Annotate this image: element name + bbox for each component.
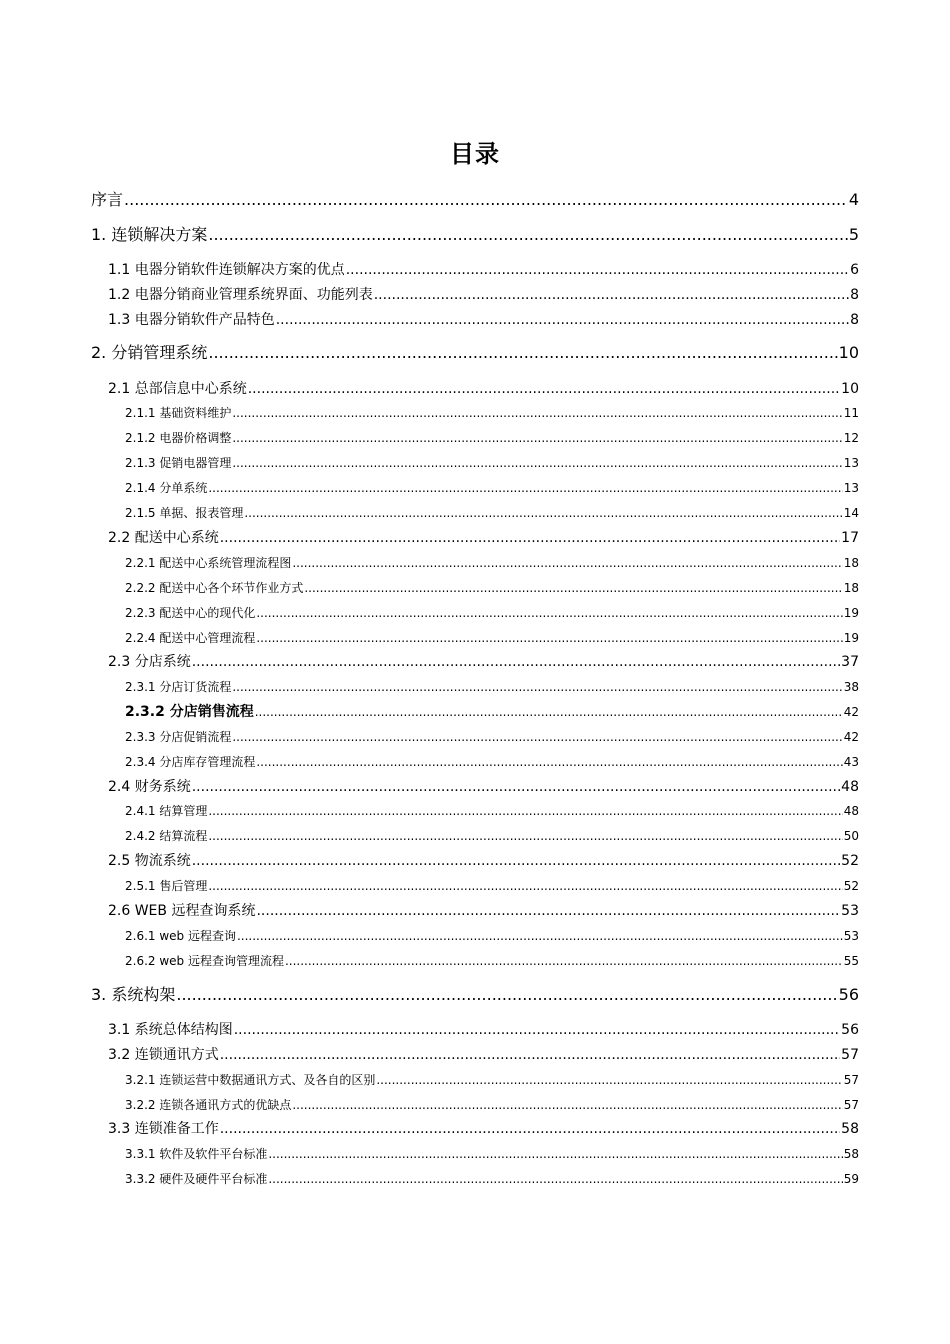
dot-leader	[232, 729, 842, 745]
toc-entry-page: 6	[850, 262, 859, 278]
dot-leader	[304, 580, 842, 596]
toc-entry-label: 2.3.3 分店促销流程	[125, 730, 232, 744]
toc-entry-page: 17	[841, 530, 859, 546]
toc-entry-page: 57	[843, 1098, 859, 1112]
dot-leader	[208, 480, 842, 496]
toc-entry-page: 53	[843, 929, 859, 943]
dot-leader	[232, 679, 842, 695]
toc-entry-page: 5	[848, 225, 859, 244]
toc-entry-1-1[interactable]	[108, 261, 859, 279]
dot-leader	[237, 928, 843, 944]
toc-entry-page: 57	[843, 1073, 859, 1087]
toc-entry-label: 2.4.2 结算流程	[125, 829, 208, 843]
toc-entry-label: 1. 连锁解决方案	[91, 225, 208, 244]
toc-entry-label: 2.6 WEB 远程查询系统	[108, 903, 256, 919]
toc-entry-2-6-1[interactable]	[125, 928, 859, 944]
toc-entry-label: 3.3.1 软件及软件平台标准	[125, 1147, 268, 1161]
toc-entry-page: 37	[841, 654, 859, 670]
toc-entry-page: 19	[843, 631, 859, 645]
dot-leader	[124, 190, 848, 210]
toc-entry-label: 2.4 财务系统	[108, 779, 191, 795]
toc-entry-page: 4	[848, 190, 859, 209]
toc-entry-label: 2.6.1 web 远程查询	[125, 929, 236, 943]
dot-leader	[208, 878, 842, 894]
toc-entry-2-1-3[interactable]	[125, 455, 859, 471]
dot-leader	[232, 405, 842, 421]
toc-entry-label: 2.2.2 配送中心各个环节作业方式	[125, 581, 304, 595]
toc-entry-2-2-1[interactable]	[125, 555, 859, 571]
dot-leader	[292, 1097, 842, 1113]
toc-entry-chapter-1[interactable]	[91, 225, 859, 245]
dot-leader	[232, 430, 842, 446]
toc-entry-label: 2.1 总部信息中心系统	[108, 381, 247, 397]
toc-entry-label: 1.1 电器分销软件连锁解决方案的优点	[108, 262, 345, 278]
dot-leader	[192, 778, 840, 796]
toc-entry-page: 58	[841, 1121, 859, 1137]
toc-entry-page: 56	[841, 1022, 859, 1038]
toc-entry-2-5-1[interactable]	[125, 878, 859, 894]
dot-leader	[255, 703, 843, 721]
dot-leader	[192, 653, 840, 671]
toc-entry-page: 11	[843, 406, 859, 420]
toc-entry-page: 55	[843, 954, 859, 968]
toc-entry-label: 2.1.2 电器价格调整	[125, 431, 232, 445]
toc-entry-page: 59	[843, 1172, 859, 1186]
toc-entry-label: 3.2 连锁通讯方式	[108, 1047, 219, 1063]
toc-entry-page: 10	[841, 381, 859, 397]
toc-entry-2-1[interactable]	[108, 380, 859, 398]
toc-entry-label: 1.2 电器分销商业管理系统界面、功能列表	[108, 287, 373, 303]
toc-entry-2-3-2[interactable]	[125, 703, 859, 721]
toc-entry-page: 56	[838, 985, 859, 1004]
toc-title: 目录	[450, 140, 500, 168]
toc-entry-label: 2.1.4 分单系统	[125, 481, 208, 495]
toc-entry-2-1-2[interactable]	[125, 430, 859, 446]
dot-leader	[268, 1146, 842, 1162]
dot-leader	[376, 1072, 842, 1088]
toc-entry-2-4[interactable]	[108, 778, 859, 796]
dot-leader	[234, 1021, 840, 1039]
toc-entry-label: 3.3.2 硬件及硬件平台标准	[125, 1172, 268, 1186]
dot-leader	[192, 852, 840, 870]
toc-entry-3-1[interactable]	[108, 1021, 859, 1039]
toc-entry-page: 13	[843, 456, 859, 470]
toc-entry-2-2-2[interactable]	[125, 580, 859, 596]
toc-entry-page: 42	[843, 705, 859, 719]
dot-leader	[256, 605, 842, 621]
toc-entry-label: 2.3 分店系统	[108, 654, 191, 670]
toc-entry-label: 3. 系统构架	[91, 985, 176, 1004]
toc-entry-2-3-4[interactable]	[125, 754, 859, 770]
toc-entry-page: 10	[838, 343, 859, 362]
toc-entry-page: 8	[850, 312, 859, 328]
toc-entry-page: 14	[843, 506, 859, 520]
toc-entry-3-3[interactable]	[108, 1120, 859, 1138]
dot-leader	[256, 754, 842, 770]
toc-entry-2-6[interactable]	[108, 902, 859, 920]
toc-entry-page: 53	[841, 903, 859, 919]
toc-entry-3-2-1[interactable]	[125, 1072, 859, 1088]
dot-leader	[292, 555, 842, 571]
toc-entry-3-2[interactable]	[108, 1046, 859, 1064]
toc-entry-label: 2.2.3 配送中心的现代化	[125, 606, 256, 620]
toc-entry-label: 2.2.1 配送中心系统管理流程图	[125, 556, 292, 570]
toc-entry-2-2-4[interactable]	[125, 630, 859, 646]
toc-entry-label: 2.2.4 配送中心管理流程	[125, 631, 256, 645]
dot-leader	[248, 380, 840, 398]
dot-leader	[244, 505, 842, 521]
toc-entry-3-3-2[interactable]	[125, 1171, 859, 1187]
toc-entry-page: 19	[843, 606, 859, 620]
toc-entry-1-3[interactable]	[108, 311, 859, 329]
toc-entry-2-2[interactable]	[108, 529, 859, 547]
toc-entry-page: 43	[843, 755, 859, 769]
dot-leader	[208, 343, 837, 363]
toc-entry-page: 58	[843, 1147, 859, 1161]
toc-entry-label: 2.2 配送中心系统	[108, 530, 219, 546]
toc-entry-2-4-1[interactable]	[125, 803, 859, 819]
toc-entry-label: 序言	[91, 190, 124, 209]
dot-leader	[268, 1171, 842, 1187]
dot-leader	[176, 985, 837, 1005]
toc-entry-label: 3.2.2 连锁各通讯方式的优缺点	[125, 1098, 292, 1112]
toc-entry-2-2-3[interactable]	[125, 605, 859, 621]
toc-entry-page: 57	[841, 1047, 859, 1063]
toc-entry-chapter-3[interactable]	[91, 985, 859, 1005]
toc-entry-label: 1.3 电器分销软件产品特色	[108, 312, 275, 328]
toc-entry-page: 48	[841, 779, 859, 795]
toc-entry-3-3-1[interactable]	[125, 1146, 859, 1162]
dot-leader	[276, 311, 849, 329]
dot-leader	[285, 953, 843, 969]
toc-entry-page: 52	[843, 879, 859, 893]
dot-leader	[256, 630, 842, 646]
dot-leader	[256, 902, 840, 920]
toc-entry-2-6-2[interactable]	[125, 953, 859, 969]
dot-leader	[220, 1046, 840, 1064]
toc-entry-label: 2.1.3 促销电器管理	[125, 456, 232, 470]
toc-entry-3-2-2[interactable]	[125, 1097, 859, 1113]
toc-entry-page: 8	[850, 287, 859, 303]
toc-entry-page: 18	[843, 556, 859, 570]
toc-entry-2-3-3[interactable]	[125, 729, 859, 745]
toc-entry-page: 50	[843, 829, 859, 843]
toc-entry-label: 3.1 系统总体结构图	[108, 1022, 233, 1038]
dot-leader	[374, 286, 849, 304]
dot-leader	[220, 529, 840, 547]
toc-entry-2-1-5[interactable]	[125, 505, 859, 521]
toc-entry-page: 52	[841, 853, 859, 869]
toc-entry-label: 3.3 连锁准备工作	[108, 1121, 219, 1137]
dot-leader	[208, 828, 842, 844]
toc-entry-2-3-1[interactable]	[125, 679, 859, 695]
toc-entry-2-4-2[interactable]	[125, 828, 859, 844]
toc-entry-label: 2.3.4 分店库存管理流程	[125, 755, 256, 769]
toc-entry-label: 3.2.1 连锁运营中数据通讯方式、及各自的区别	[125, 1073, 376, 1087]
toc-entry-label: 2.5.1 售后管理	[125, 879, 208, 893]
toc-entry-page: 12	[843, 431, 859, 445]
toc-entry-2-1-4[interactable]	[125, 480, 859, 496]
toc-entry-label: 2.1.5 单据、报表管理	[125, 506, 244, 520]
toc-entry-preface[interactable]	[91, 190, 859, 210]
toc-entry-page: 48	[843, 804, 859, 818]
toc-entry-label: 2. 分销管理系统	[91, 343, 208, 362]
toc-entry-label: 2.3.2 分店销售流程	[125, 704, 254, 720]
dot-leader	[346, 261, 849, 279]
dot-leader	[232, 455, 842, 471]
toc-entry-label: 2.5 物流系统	[108, 853, 191, 869]
toc-entry-page: 13	[843, 481, 859, 495]
toc-entry-chapter-2[interactable]	[91, 343, 859, 363]
dot-leader	[220, 1120, 840, 1138]
toc-entry-label: 2.3.1 分店订货流程	[125, 680, 232, 694]
toc-entry-1-2[interactable]	[108, 286, 859, 304]
toc-entry-2-5[interactable]	[108, 852, 859, 870]
toc-entry-2-3[interactable]	[108, 653, 859, 671]
toc-entry-page: 38	[843, 680, 859, 694]
toc-entry-2-1-1[interactable]	[125, 405, 859, 421]
toc-entry-page: 18	[843, 581, 859, 595]
toc-entry-label: 2.4.1 结算管理	[125, 804, 208, 818]
dot-leader	[208, 803, 842, 819]
toc-entry-page: 42	[843, 730, 859, 744]
toc-entry-label: 2.1.1 基础资料维护	[125, 406, 232, 420]
dot-leader	[208, 225, 847, 245]
toc-entry-label: 2.6.2 web 远程查询管理流程	[125, 954, 284, 968]
